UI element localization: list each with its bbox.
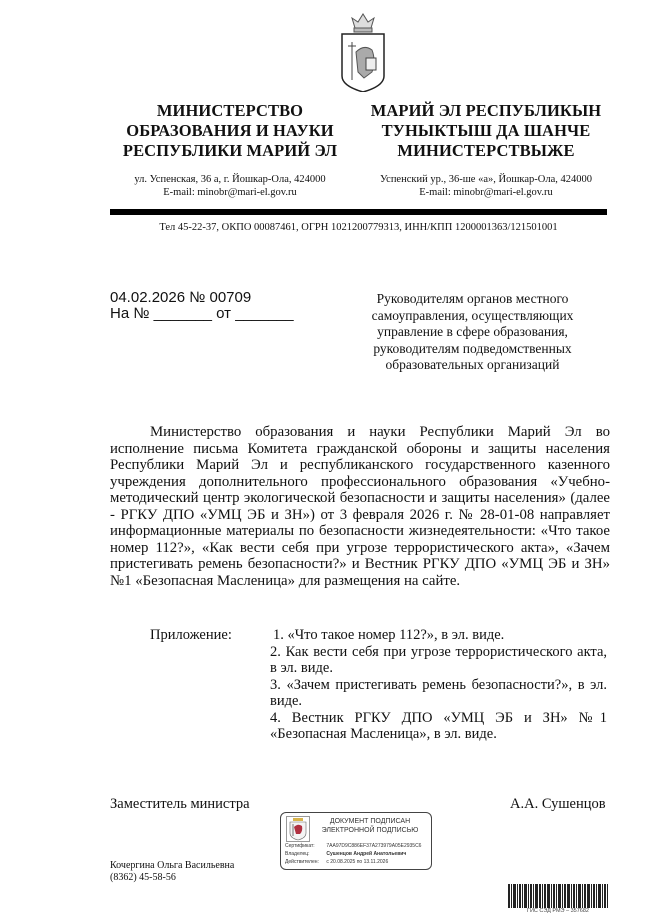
- validity-label: Действителен:: [285, 859, 319, 865]
- stamp-owner-row: [285, 851, 406, 857]
- stamp-title: ЭЛЕКТРОННОЙ ПОДПИСЬЮ: [321, 827, 419, 834]
- certificate-value: 7AA97D9C886EF37A273979A05E2935C6: [326, 843, 422, 849]
- signer-position: Заместитель министра: [110, 796, 250, 812]
- address-russian: [110, 173, 350, 199]
- recipient-block: [345, 291, 600, 374]
- recipient-line: управление в сфере образования,: [377, 324, 568, 339]
- attachments-label: Приложение:: [150, 627, 232, 643]
- recipient-line: руководителям подведомственных: [373, 340, 572, 356]
- attachment-item: 3. «Зачем пристегивать ремень безопасности?», в эл. виде.: [270, 676, 607, 709]
- requisites: Тел 45-22-37, ОКПО 00087461, ОГРН 1021200779313, ИНН/КПП 1200001363/121501001: [159, 222, 558, 233]
- attachment-item: 4. Вестник РГКУ ДПО «УМЦ ЭБ и ЗН» №1 «Безопасная Масленица», в эл. виде.: [270, 709, 607, 742]
- title-line: РЕСПУБЛИКИ МАРИЙ ЭЛ: [122, 141, 338, 160]
- title-line: ТУНЫКТЫШ ДА ШАНЧЕ: [381, 121, 591, 140]
- attachment-item: 1. «Что такое номер 112?», в эл. виде.: [273, 627, 505, 643]
- executor-block: [110, 860, 234, 884]
- outgoing-number: 04.02.2026 № 00709: [110, 289, 252, 306]
- recipient-line: Руководителям органов местного: [376, 291, 569, 306]
- owner-value: Сушенцов Андрей Анатольевич: [326, 851, 407, 857]
- barcode-label: ГИС СЭД РМЭ – 357682: [527, 908, 589, 914]
- stamp-title: ДОКУМЕНТ ПОДПИСАН: [329, 818, 411, 825]
- email-line: E-mail: minobr@mari-el.gov.ru: [163, 187, 297, 198]
- email-line: E-mail: minobr@mari-el.gov.ru: [419, 187, 553, 198]
- attachments-list: [270, 627, 607, 743]
- stamp-validity-row: [285, 859, 388, 865]
- signer-name: А.А. Сушенцов: [510, 796, 606, 812]
- validity-value: с 20.08.2025 по 13.11.2026: [326, 859, 389, 865]
- recipient-line: самоуправления, осуществляющих: [371, 307, 574, 323]
- owner-label: Владелец:: [285, 851, 310, 857]
- attachment-item: 2. Как вести себя при угрозе террористического акта, в эл. виде.: [270, 643, 607, 676]
- body-paragraph: Министерство образования и науки Республики Марий Эл во исполнение письма Комитета гражданской обороны и защиты населения Республики Марий Эл и республиканского государственного казенного учреждения дополнительного профессионального образования «Учебно-методический центр экологической безопасности и защиты населения» (далее - РГКУ ДПО «УМЦ ЭБ и ЗН») от 3 февраля 2026 г. № 28-01-08 направляет информационные материалы по безопасности жизнедеятельности: «Что такое номер 112?», «Как вести себя при угрозе террористического акта», «Зачем пристегивать ремень безопасности?» и Вестник РГКУ ДПО «УМЦ ЭБ и ЗН» №1 «Безопасная Масленица» для размещения на сайте.: [110, 424, 610, 589]
- recipient-line: образовательных организаций: [385, 357, 560, 372]
- address-line: Успенский ур., 36-ше «а», Йошкар-Ола, 424000: [379, 174, 592, 185]
- address-line: ул. Успенская, 36 а, г. Йошкар-Ола, 424000: [134, 174, 326, 185]
- executor-name: Кочергина Ольга Васильевна: [110, 860, 235, 871]
- ministry-title-mari: [362, 101, 610, 161]
- stamp-emblem-icon: [286, 816, 310, 842]
- header-divider: [110, 209, 607, 215]
- stamp-header: [311, 817, 429, 835]
- address-mari: [362, 173, 610, 199]
- certificate-label: Сертификат:: [285, 843, 315, 849]
- title-line: МИНИСТЕРСТВЫЖЕ: [397, 141, 575, 160]
- registration-block: [110, 290, 294, 322]
- letter-body: [110, 424, 610, 589]
- incoming-reference: На № _______ от _______: [110, 305, 294, 322]
- ministry-title-russian: [110, 101, 350, 161]
- electronic-signature-stamp: [280, 812, 432, 870]
- executor-phone: (8362) 45-58-56: [110, 872, 176, 883]
- title-line: МАРИЙ ЭЛ РЕСПУБЛИКЫН: [370, 101, 602, 120]
- stamp-certificate-row: [285, 843, 421, 849]
- title-line: МИНИСТЕРСТВО: [156, 101, 304, 120]
- coat-of-arms-icon: [338, 6, 388, 92]
- title-line: ОБРАЗОВАНИЯ И НАУКИ: [126, 121, 334, 140]
